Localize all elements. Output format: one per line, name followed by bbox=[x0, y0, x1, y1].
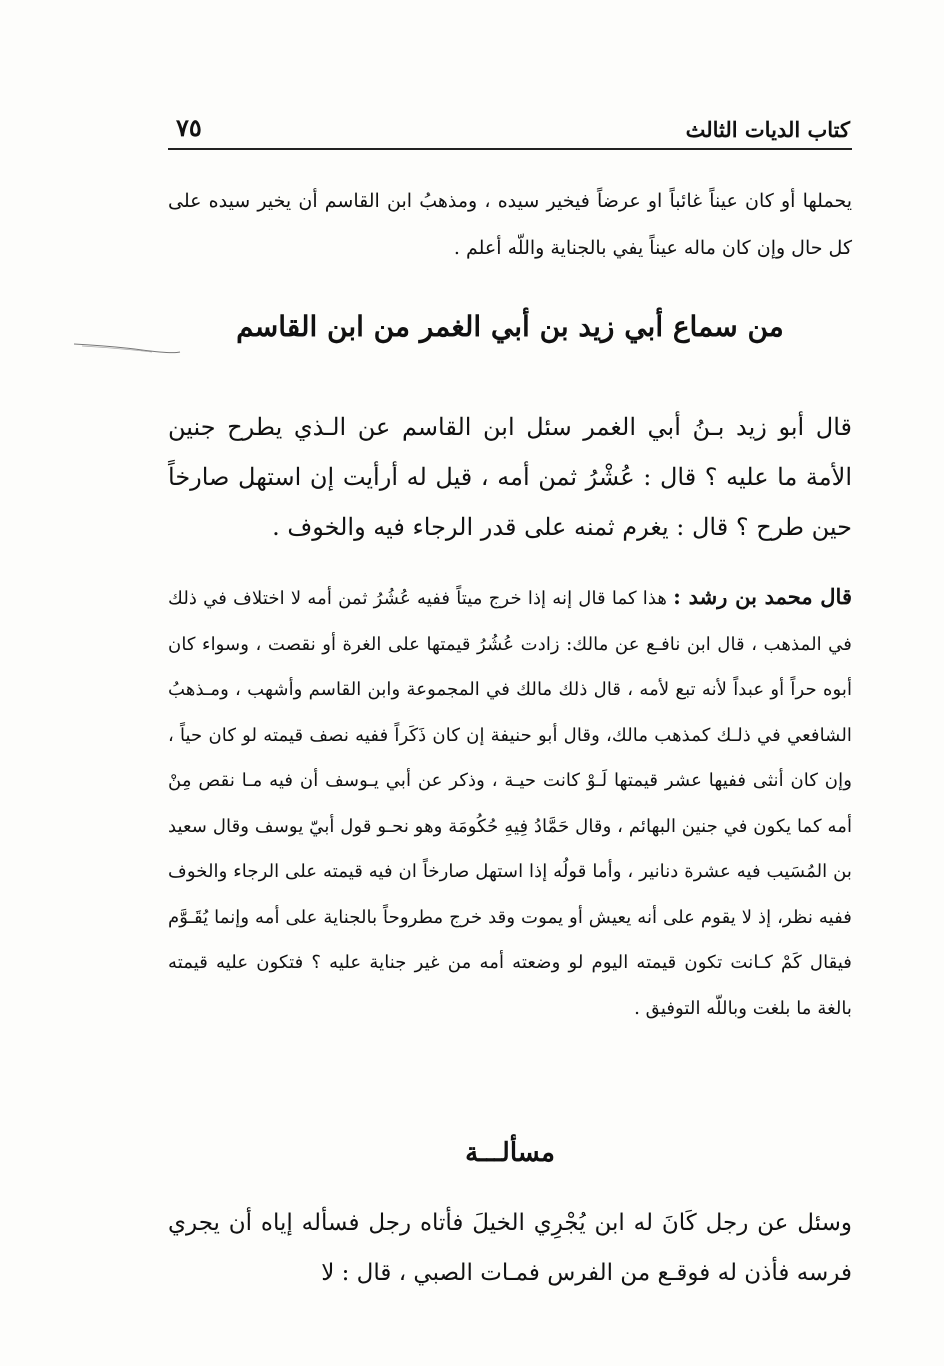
paragraph-continuation: يحملها أو كان عيناً غائباً او عرضاً فيخير سيده ، ومذهبُ ابن القاسم أن يخير سيده على كل حال وإن كان ماله عيناً يفي بالجناية واللّه أعلم . bbox=[168, 190, 852, 259]
paragraph-question-2: وسئل عن رجل كَانَ له ابن يُجْرِي الخيلَ فأتاه رجل فسأله إياه أن يجري فرسه فأذن له فوقـع من الفرس فمـات الصبي ، قال : لا bbox=[168, 1210, 852, 1286]
paragraph-question: قال أبو زيد بـنُ أبي الغمر سئل ابن القاسم عن الـذي يطرح جنين الأمة ما عليه ؟ قال : عُشْرُ ثمن أمه ، قيل له أرأيت إن استهل صارخاً حين طرح ؟ قال : يغرم ثمنه على قدر الرجاء فيه والخوف . bbox=[168, 413, 852, 541]
margin-pencil-mark bbox=[72, 340, 182, 354]
running-title: كتاب الديات الثالث bbox=[685, 117, 850, 142]
page-number: ٧٥ bbox=[176, 113, 202, 142]
commentary-text: هذا كما قال إنه إذا خرج ميتاً ففيه عُشُرُ ثمن أمه لا اختلاف في ذلك في المذهب ، قال ابن نافـع عن مالك: زادت عُشُرُ قيمتها على الغرة أو نقصت ، وسواء كان أبوه حراً أو عبداً لأنه تبع لأمه ، قال ذلك مالك في المجموعة وابن القاسم وأشهب ، ومـذهبُ الشافعي في ذلـك كمذهب مالك، وقال أبو حنيفة إن كان ذَكَراً ففيه نصف قيمته لو كان حياً ، وإن كان أنثى ففيها عشر قيمتها لَـوْ كانت حيـة ، وذكر عن أبي يـوسف أن فيه مـا نقص مِنْ أمه كما يكون في جنين البهائم ، وقال حَمَّادُ فِيهِ حُكُومَة وهو نحـو قول أبيّ يوسف وقال سعيد بن المُسَيب فيه عشرة دنانير ، وأما قولُه إذا استهل صارخاً ان فيه قيمته على الرجاء والخوف ففيه نظر، إذ لا يقوم على أنه يعيش أو يموت وقد خرج مطروحاً بالجناية على أمه وإنما يُقَـوَّم فيقال كَمْ كـانت تكون قيمته اليوم لو وضعته أمه من غير جناية عليه ؟ فتكون عليه قيمته بالغة ما بلغت وباللّه التوفيق . bbox=[168, 588, 852, 1019]
section-heading: من سماع أبي زيد بن أبي الغمر من ابن القاسم bbox=[236, 310, 784, 343]
commentary-speaker: قال محمد بن رشد : bbox=[673, 584, 852, 609]
masala-heading: مسألـــة bbox=[465, 1138, 555, 1168]
page-header bbox=[168, 106, 852, 150]
paragraph-commentary bbox=[168, 574, 852, 1031]
